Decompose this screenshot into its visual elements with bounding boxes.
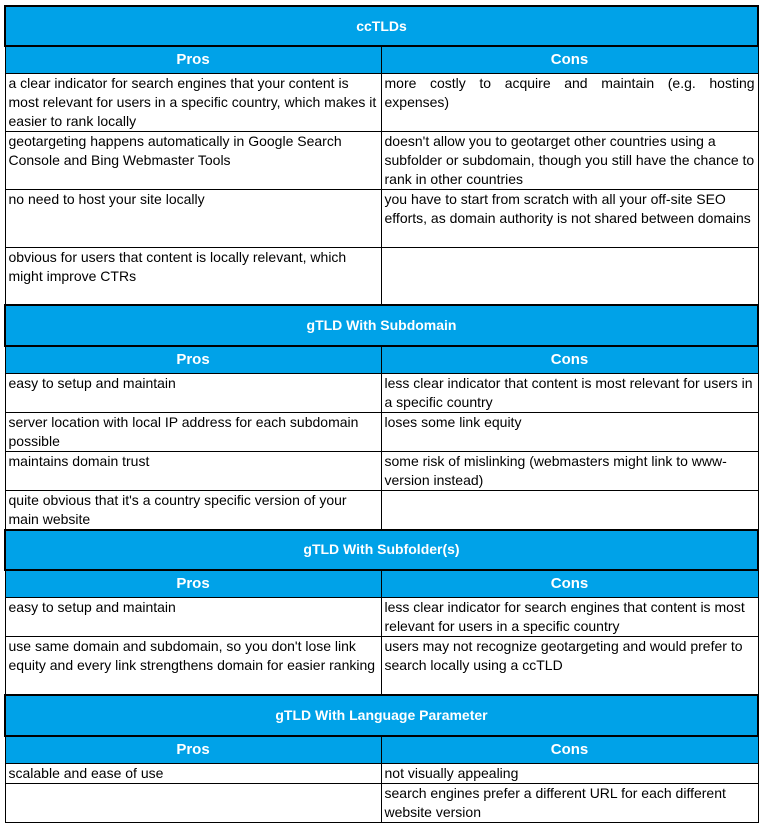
column-header-row bbox=[5, 346, 758, 373]
con-cell: less clear indicator that content is most relevant for users in a specific country bbox=[381, 373, 758, 412]
pro-cell: maintains domain trust bbox=[5, 451, 381, 490]
pro-cell: use same domain and subdomain, so you don't lose link equity and every link strengthens domain for easier ranking bbox=[5, 637, 381, 695]
table-row bbox=[5, 451, 758, 490]
section-header-subfolder bbox=[5, 530, 758, 570]
section-header-cctlds bbox=[5, 6, 758, 46]
pro-cell: scalable and ease of use bbox=[5, 764, 381, 784]
table-row bbox=[5, 373, 758, 412]
cons-header: Cons bbox=[381, 570, 758, 598]
con-cell bbox=[381, 247, 758, 305]
section-header-subdomain bbox=[5, 305, 758, 346]
pro-cell: a clear indicator for search engines that your content is most relevant for users in a specific country, which makes it easier to rank locally bbox=[5, 73, 381, 131]
table-row bbox=[5, 73, 758, 131]
table-row bbox=[5, 598, 758, 637]
section-title: ccTLDs bbox=[5, 6, 758, 46]
pros-header: Pros bbox=[5, 736, 381, 764]
pro-cell: no need to host your site locally bbox=[5, 189, 381, 247]
con-cell: search engines prefer a different URL for each different website version bbox=[381, 784, 758, 823]
pro-cell: server location with local IP address for each subdomain possible bbox=[5, 412, 381, 451]
table-row bbox=[5, 637, 758, 695]
cons-header: Cons bbox=[381, 46, 758, 73]
pros-header: Pros bbox=[5, 46, 381, 73]
cons-header: Cons bbox=[381, 346, 758, 373]
pros-header: Pros bbox=[5, 570, 381, 598]
pro-cell: easy to setup and maintain bbox=[5, 373, 381, 412]
con-cell: doesn't allow you to geotarget other countries using a subfolder or subdomain, though you still have the chance to rank in other countries bbox=[381, 131, 758, 189]
table-row bbox=[5, 490, 758, 530]
table-row bbox=[5, 784, 758, 823]
con-cell: loses some link equity bbox=[381, 412, 758, 451]
con-cell: users may not recognize geotargeting and would prefer to search locally using a ccTLD bbox=[381, 637, 758, 695]
column-header-row bbox=[5, 736, 758, 764]
section-title: gTLD With Language Parameter bbox=[5, 695, 758, 736]
section-header-language-parameter bbox=[5, 695, 758, 736]
section-title: gTLD With Subdomain bbox=[5, 305, 758, 346]
pro-cell bbox=[5, 784, 381, 823]
con-cell: less clear indicator for search engines that content is most relevant for users in a specific country bbox=[381, 598, 758, 637]
con-cell bbox=[381, 490, 758, 530]
table-row bbox=[5, 189, 758, 247]
table-row bbox=[5, 131, 758, 189]
section-title: gTLD With Subfolder(s) bbox=[5, 530, 758, 570]
table-row bbox=[5, 764, 758, 784]
pro-cell: obvious for users that content is locally relevant, which might improve CTRs bbox=[5, 247, 381, 305]
cons-header: Cons bbox=[381, 736, 758, 764]
con-cell: you have to start from scratch with all your off-site SEO efforts, as domain authority is not shared between domains bbox=[381, 189, 758, 247]
column-header-row bbox=[5, 46, 758, 73]
pro-cell: geotargeting happens automatically in Google Search Console and Bing Webmaster Tools bbox=[5, 131, 381, 189]
column-header-row bbox=[5, 570, 758, 598]
con-cell: not visually appealing bbox=[381, 764, 758, 784]
pros-cons-table bbox=[4, 5, 759, 823]
table-row bbox=[5, 247, 758, 305]
con-cell: some risk of mislinking (webmasters might link to www-version instead) bbox=[381, 451, 758, 490]
comparison-table-wrapper bbox=[4, 5, 757, 823]
pro-cell: easy to setup and maintain bbox=[5, 598, 381, 637]
table-row bbox=[5, 412, 758, 451]
pros-header: Pros bbox=[5, 346, 381, 373]
con-cell: more costly to acquire and maintain (e.g. hosting expenses) bbox=[381, 73, 758, 131]
pro-cell: quite obvious that it's a country specific version of your main website bbox=[5, 490, 381, 530]
